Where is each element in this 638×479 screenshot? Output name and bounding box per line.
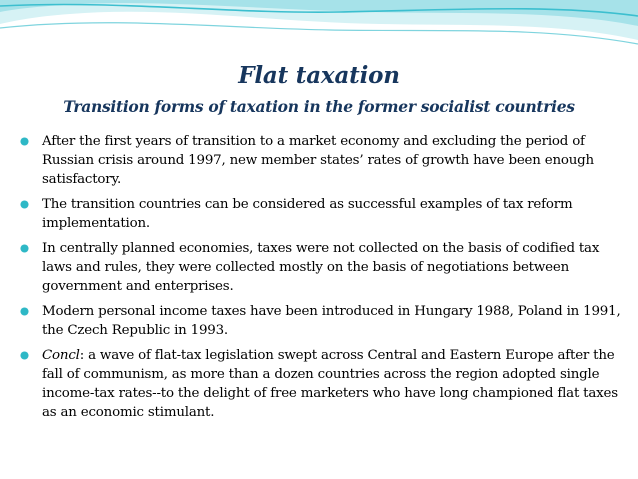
bullet-text: The transition countries can be considered as successful examples of tax reform implementation. [42,197,573,231]
bullet-lead: Concl [42,348,80,363]
bullet-item [20,346,632,422]
bullet-text: In centrally planned economies, taxes were not collected on the basis of codified tax laws and rules, they were collected mostly on the basis of negotiations between government and enterprises. [42,241,600,294]
bullet-item [20,195,632,233]
bullet-item [20,239,632,296]
bullet-item [20,132,632,189]
header-wave-decoration [0,0,638,70]
slide-subtitle: Transition forms of taxation in the former socialist countries [63,97,575,116]
bullet-text: Modern personal income taxes have been introduced in Hungary 1988, Poland in 1991, the Czech Republic in 1993. [42,304,621,338]
slide-title: Flat taxation [238,62,400,89]
bullet-icon [20,307,29,316]
bullet-item [20,302,632,340]
bullet-icon [20,351,29,360]
bullet-text: : a wave of flat-tax legislation swept across Central and Eastern Europe after the fall of communism, as more than a dozen countries across the region adopted single income-tax rates--to the delight of free marketers who have long championed flat taxes as an economic stimulant. [42,348,618,420]
bullet-icon [20,137,29,146]
bullet-icon [20,200,29,209]
bullet-text: After the first years of transition to a market economy and excluding the period of Russian crisis around 1997, new member states’ rates of growth have been enough satisfactory. [42,134,594,187]
bullet-icon [20,244,29,253]
bullet-list [20,132,632,428]
